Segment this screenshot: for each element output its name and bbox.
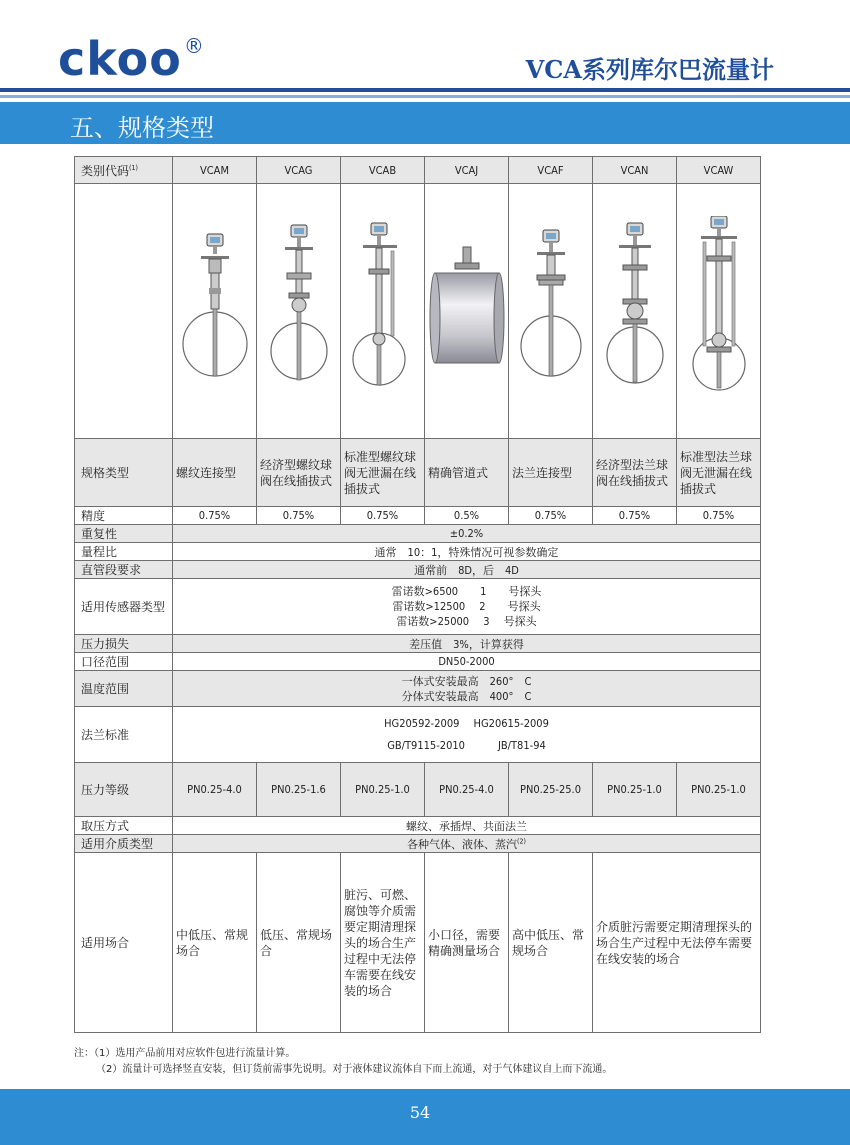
pressure-grade-cell: PN0.25-4.0 [173, 763, 257, 817]
pressure-grade-cell: PN0.25-1.0 [341, 763, 425, 817]
pressure-grade-label: 压力等级 [75, 763, 173, 817]
flange-standard-value [173, 707, 761, 763]
product-image-cell [173, 184, 257, 439]
footnote-1-text: （1）选用产品前用对应软件包进行流量计算。 [94, 1048, 296, 1059]
sensor-type-line: 雷诺数>25000 3 号探头 [396, 615, 537, 628]
application-cell: 低压、常规场合 [257, 853, 341, 1033]
thread-sensor-illustration [175, 226, 255, 396]
footnotes [74, 1046, 612, 1078]
row-spec-type [75, 439, 761, 507]
application-label: 适用场合 [75, 853, 173, 1033]
section-title: 五、规格类型 [70, 114, 214, 142]
application-cell: 脏污、可燃、腐蚀等介质需要定期清理探头的场合生产过程中无法停车需要在线安装的场合 [341, 853, 425, 1033]
temperature-line: 一体式安装最高 260° C [401, 674, 532, 688]
spec-type-cell: 法兰连接型 [509, 439, 593, 507]
product-image-cell [593, 184, 677, 439]
straight-pipe-label: 直管段要求 [75, 561, 173, 579]
temperature-value [173, 671, 761, 707]
application-cell: 小口径，需要精确测量场合 [425, 853, 509, 1033]
spec-table [74, 156, 761, 1033]
accuracy-cell: 0.5% [425, 507, 509, 525]
row-repeatability [75, 525, 761, 543]
code-cell: VCAN [593, 157, 677, 184]
flange-sensor-illustration [511, 226, 591, 396]
spec-type-cell: 标准型法兰球阀无泄漏在线插拔式 [677, 439, 761, 507]
pressure-grade-cell: PN0.25-4.0 [425, 763, 509, 817]
code-cell: VCAJ [425, 157, 509, 184]
temperature-label: 温度范围 [75, 671, 173, 707]
standard-flange-valve-illustration [679, 216, 759, 406]
flange-standard-line: HG20592-2009 HG20615-2009 [384, 716, 549, 730]
footnote-prefix: 注： [74, 1048, 94, 1059]
row-images [75, 184, 761, 439]
page-number: 54 [409, 1103, 431, 1122]
range-ratio-value: 通常 10：1，特殊情况可视参数确定 [173, 543, 761, 561]
pipe-section-illustration [427, 241, 507, 381]
product-image-cell [425, 184, 509, 439]
standard-thread-valve-illustration [343, 221, 423, 401]
pressure-method-value: 螺纹、承插焊、共面法兰 [173, 817, 761, 835]
header-rule-light [0, 95, 850, 98]
sensor-type-label: 适用传感器类型 [75, 579, 173, 635]
temperature-line: 分体式安装最高 400° C [401, 689, 532, 703]
sensor-type-value [173, 579, 761, 635]
medium-text: 各种气体、液体、蒸汽 [407, 837, 518, 851]
row-straight-pipe [75, 561, 761, 579]
codes-label [75, 157, 173, 184]
row-pressure-loss [75, 635, 761, 653]
code-cell: VCAW [677, 157, 761, 184]
code-cell: VCAM [173, 157, 257, 184]
registered-mark: ® [183, 33, 205, 58]
repeatability-label: 重复性 [75, 525, 173, 543]
document-title: VCA系列库尔巴流量计 [525, 55, 774, 84]
row-diameter [75, 653, 761, 671]
sensor-type-line: 雷诺数>6500 1 号探头 [391, 585, 542, 598]
pressure-loss-value: 差压值 3%，计算获得 [173, 635, 761, 653]
accuracy-cell: 0.75% [173, 507, 257, 525]
spec-type-cell: 精确管道式 [425, 439, 509, 507]
medium-note: (2) [517, 836, 526, 845]
accuracy-cell: 0.75% [593, 507, 677, 525]
row-range-ratio [75, 543, 761, 561]
application-cell: 中低压、常规场合 [173, 853, 257, 1033]
row-sensor-type [75, 579, 761, 635]
diameter-label: 口径范围 [75, 653, 173, 671]
row-medium [75, 835, 761, 853]
spec-type-cell: 经济型螺纹球阀在线插拔式 [257, 439, 341, 507]
medium-label: 适用介质类型 [75, 835, 173, 853]
pressure-grade-cell: PN0.25-1.0 [593, 763, 677, 817]
row-flange-standard [75, 707, 761, 763]
row-pressure-grade [75, 763, 761, 817]
row-codes [75, 157, 761, 184]
code-cell: VCAF [509, 157, 593, 184]
pressure-method-label: 取压方式 [75, 817, 173, 835]
codes-label-text: 类别代码 [81, 163, 130, 178]
repeatability-value: ±0.2% [173, 525, 761, 543]
accuracy-cell: 0.75% [257, 507, 341, 525]
images-label-cell [75, 184, 173, 439]
spec-type-cell: 标准型螺纹球阀无泄漏在线插拔式 [341, 439, 425, 507]
row-application [75, 853, 761, 1033]
spec-type-cell: 螺纹连接型 [173, 439, 257, 507]
pressure-grade-cell: PN0.25-1.6 [257, 763, 341, 817]
diameter-value: DN50-2000 [173, 653, 761, 671]
accuracy-cell: 0.75% [509, 507, 593, 525]
sensor-type-line: 雷诺数>12500 2 号探头 [392, 600, 541, 613]
codes-label-note: (1) [129, 163, 138, 172]
brand-logo [58, 32, 205, 86]
economy-thread-valve-illustration [259, 221, 339, 401]
pressure-grade-cell: PN0.25-25.0 [509, 763, 593, 817]
accuracy-cell: 0.75% [677, 507, 761, 525]
pressure-loss-label: 压力损失 [75, 635, 173, 653]
range-ratio-label: 量程比 [75, 543, 173, 561]
code-cell: VCAB [341, 157, 425, 184]
header-rule [0, 88, 850, 92]
accuracy-cell: 0.75% [341, 507, 425, 525]
medium-value [173, 835, 761, 853]
application-cell: 介质脏污需要定期清理探头的场合生产过程中无法停车需要在线安装的场合 [593, 853, 761, 1033]
application-cell: 高中低压、常规场合 [509, 853, 593, 1033]
product-image-cell [257, 184, 341, 439]
pressure-grade-cell: PN0.25-1.0 [677, 763, 761, 817]
economy-flange-valve-illustration [595, 221, 675, 401]
product-image-cell [509, 184, 593, 439]
row-pressure-method [75, 817, 761, 835]
flange-standard-label: 法兰标准 [75, 707, 173, 763]
brand-name: ckoo [58, 32, 182, 86]
footnote-2: （2）流量计可选择竖直安装，但订货前需事先说明。对于液体建议流体自下而上流通，对于气体建议自上而下流通。 [96, 1064, 613, 1075]
flange-standard-line: GB/T9115-2010 JB/T81-94 [387, 738, 546, 752]
footnote-1 [74, 1046, 612, 1062]
code-cell: VCAG [257, 157, 341, 184]
product-image-cell [677, 184, 761, 439]
row-temperature [75, 671, 761, 707]
spec-type-cell: 经济型法兰球阀在线插拔式 [593, 439, 677, 507]
product-image-cell [341, 184, 425, 439]
accuracy-label: 精度 [75, 507, 173, 525]
spec-type-label: 规格类型 [75, 439, 173, 507]
straight-pipe-value: 通常前 8D，后 4D [173, 561, 761, 579]
row-accuracy [75, 507, 761, 525]
